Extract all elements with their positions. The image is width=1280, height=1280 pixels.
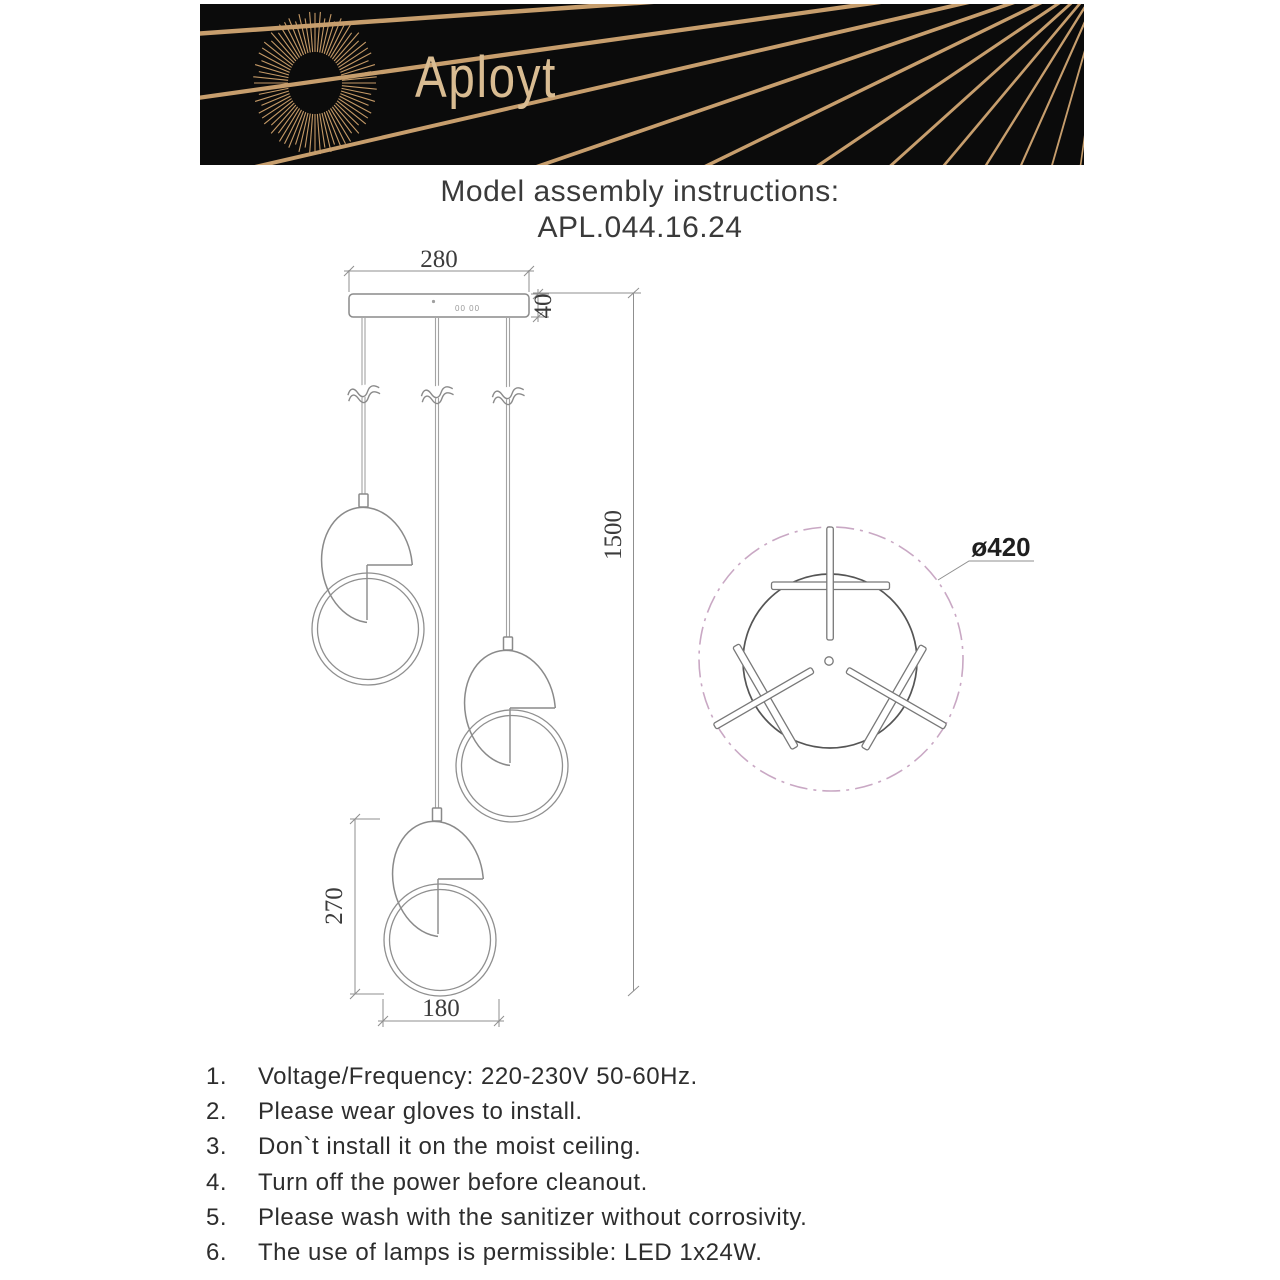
dimension-width [344,246,534,292]
model-number: APL.044.16.24 [537,211,743,244]
instruction-text: Don`t install it on the moist ceiling. [258,1133,642,1161]
instruction-item [0,1129,1280,1164]
instruction-number: 4. [206,1168,228,1196]
instruction-number: 5. [206,1203,228,1231]
top-view [685,527,1034,791]
dimension-pendant-height [321,814,384,999]
dimension-40-label: 40 [530,293,557,319]
pendant-3 [384,808,503,996]
instruction-text: Turn off the power before cleanout. [258,1168,648,1196]
instruction-item [0,1200,1280,1235]
instruction-number: 1. [206,1063,228,1090]
canopy-marks: 00 00 [455,304,481,313]
brand-logo-text: Aployt [415,45,558,110]
instruction-text: The use of lamps is permissible: LED 1x24W. [258,1239,763,1267]
instruction-item [0,1059,1280,1094]
ceiling-canopy [349,294,529,317]
front-view [312,246,641,1027]
instructions-list [0,1059,1280,1270]
dimension-180-label: 180 [422,995,460,1022]
instruction-item [0,1094,1280,1129]
instruction-text: Please wear gloves to install. [258,1098,583,1126]
dimension-drop [533,288,641,996]
dimension-canopy-height [530,289,557,322]
instruction-number: 3. [206,1133,228,1161]
pendant-1 [312,494,432,685]
center-hole [825,657,833,665]
instruction-item [0,1235,1280,1270]
instruction-text: Voltage/Frequency: 220-230V 50-60Hz. [258,1063,698,1090]
cable-break-symbol [420,384,454,406]
dimension-pendant-width [378,995,504,1027]
instruction-text: Please wash with the sanitizer without corrosivity. [258,1203,808,1231]
page-title: Model assembly instructions: [440,175,840,208]
cable-break-symbol [491,385,525,407]
dimension-280-label: 280 [420,246,458,273]
instruction-number: 2. [206,1098,228,1126]
dimension-1500-label: 1500 [600,510,627,560]
dimension-420-label: ø420 [971,532,1031,562]
instruction-item [0,1165,1280,1200]
instruction-number: 6. [206,1239,228,1267]
pendant-2 [456,637,575,822]
cable-break-symbol [347,383,381,405]
dimension-diameter [938,532,1034,580]
dimension-270-label: 270 [321,887,348,925]
